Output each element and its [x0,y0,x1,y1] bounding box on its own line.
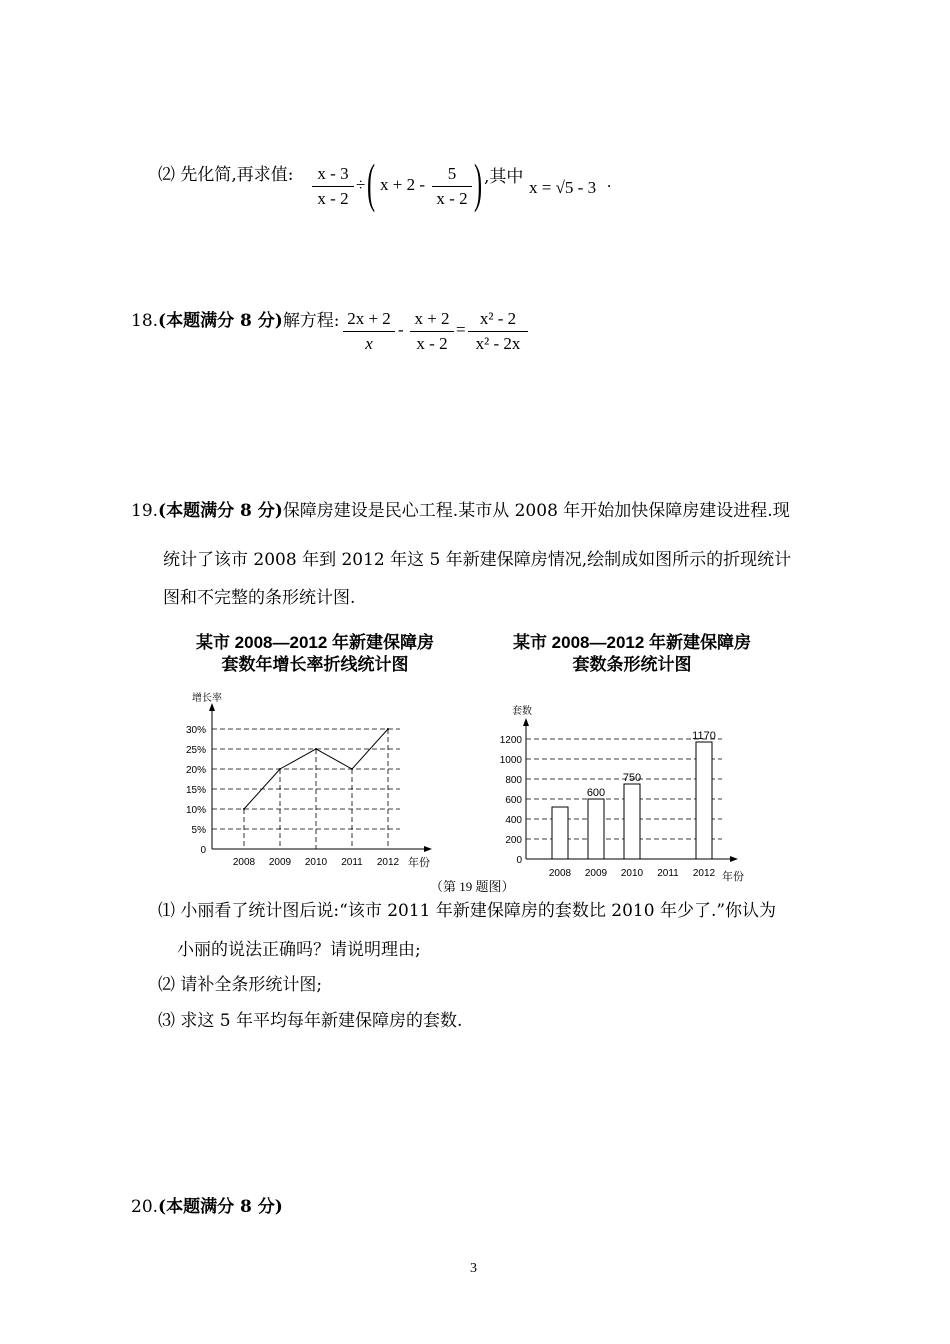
q18-f2-den: x - 2 [416,334,448,353]
line-chart-ytick-label: 20% [185,765,206,776]
q18-f1-den: x [365,334,373,353]
line-chart-ytick-label: 30% [185,725,206,736]
q19-line2: 统计了该市 2008 年到 2012 年这 5 年新建保障房情况,绘制成如图所示的折现统计 [163,550,792,570]
line-chart-ytick-label: 5% [191,825,206,836]
line-chart-xtick-label: 2009 [268,857,292,868]
q18-fraction-1 [343,309,395,354]
bar-chart-ylabel: 套数 [512,706,532,717]
q18-equals: = [456,320,466,339]
line-chart-xlabel: 年份 [408,857,430,869]
line-chart-ylabel: 增长率 [192,693,222,704]
line-chart-title [180,632,450,676]
q17-part2-label: ⑵ 先化简,再求值: [158,165,294,185]
line-chart [170,685,450,875]
q17-frac1-num: x - 3 [317,164,349,183]
q18-minus: - [398,320,404,339]
bar-chart-bar [696,742,712,859]
bar-chart-bar [588,799,604,859]
line-chart-point [243,808,245,810]
bar-chart-title-1: 某市 2008—2012 年新建保障房 [512,633,752,652]
bar-chart-bar [552,807,568,859]
q18-f2-num: x + 2 [414,309,450,328]
q18-f3-den: x² - 2x [475,334,521,353]
bar-chart-ytick-label: 0 [516,855,522,866]
bar-chart-ytick-label: 800 [505,775,522,786]
bar-chart-xtick-label: 2008 [548,868,572,879]
q17-fraction-1 [312,164,354,209]
bar-chart-ytick-label: 1000 [499,755,522,766]
bar-chart-ytick-label: 200 [505,835,522,846]
bar-chart-data-label: 750 [622,772,642,784]
line-chart-ytick-label: 10% [185,805,206,816]
bar-chart [490,700,760,882]
bar-chart-title [492,632,772,676]
bar-chart-y-arrow [523,718,529,726]
q17-right-paren: ) [474,153,483,213]
line-chart-point [279,768,281,770]
line-chart-x-arrow [424,846,432,852]
q19-line1 [131,500,790,522]
bar-chart-xlabel: 年份 [722,871,744,882]
q19-line1-text: 保障房建设是民心工程.某市从 2008 年开始加快保障房建设进程.现 [282,501,790,521]
q17-divide-sign: ÷ [356,175,366,194]
q17-frac2-num: 5 [447,164,457,183]
q18-f1-num: 2x + 2 [347,309,391,328]
page-number: 3 [470,1261,477,1276]
bar-chart-data-label: 600 [586,787,606,799]
bar-chart-ytick-label: 400 [505,815,522,826]
bar-chart-x-arrow [730,856,738,862]
line-chart-point [315,748,317,750]
bar-chart-ytick-label: 1200 [499,735,522,746]
line-chart-xtick-label: 2010 [304,857,328,868]
q17-where: ,其中 [484,167,524,187]
q17-condition: x = √5 - 3 [529,178,597,197]
q19-sub1-line2: 小丽的说法正确吗？请说明理由; [177,940,421,960]
figure-caption: （第 19 题图） [430,879,515,894]
q18-header [131,310,340,332]
bar-chart-xtick-label: 2009 [584,868,608,879]
line-chart-point [387,728,389,730]
q18-points: (本题满分 8 分) [158,311,283,331]
q18-number: 18. [131,311,159,331]
q19-sub3: ⑶ 求这 5 年平均每年新建保障房的套数. [158,1011,463,1031]
q19-number: 19. [131,501,159,521]
q17-frac1-den: x - 2 [317,189,349,208]
line-chart-title-2: 套数年增长率折线统计图 [221,655,409,674]
line-chart-xtick-label: 2012 [376,857,400,868]
q19-sub1-line1: ⑴ 小丽看了统计图后说:“该市 2011 年新建保障房的套数比 2010 年少了.”你认为 [158,901,777,921]
q18-fraction-3 [468,309,528,354]
line-chart-xtick-label: 2008 [232,857,256,868]
q17-end-period: . [607,172,612,191]
bar-chart-bar [624,784,640,859]
line-chart-ytick-label: 15% [185,785,206,796]
q17-paren-term: x + 2 - [380,175,425,194]
q17-left-paren: ( [367,153,376,213]
bar-chart-title-2: 套数条形统计图 [572,655,692,674]
bar-chart-data-label: 1170 [692,730,716,742]
bar-chart-ytick-label: 600 [505,795,522,806]
line-chart-point [351,768,353,770]
q20-number: 20. [131,1197,159,1217]
bar-chart-xtick-label: 2011 [657,868,679,879]
q18-f3-num: x² - 2 [479,309,517,328]
line-chart-y-arrow [209,703,215,711]
q20-points: (本题满分 8 分) [158,1197,283,1217]
q17-fraction-2 [432,164,472,209]
q18-stem: 解方程: [282,311,340,331]
q19-sub2: ⑵ 请补全条形统计图; [158,975,323,995]
q18-fraction-2 [410,309,454,354]
q17-frac2-den: x - 2 [436,189,468,208]
q19-points: (本题满分 8 分) [158,501,283,521]
bar-chart-xtick-label: 2012 [692,868,716,879]
bar-chart-xtick-label: 2010 [620,868,644,879]
q20-header [131,1196,283,1218]
line-chart-xtick-label: 2011 [341,857,363,868]
line-chart-ytick-label: 25% [185,745,206,756]
q19-line3: 图和不完整的条形统计图. [163,588,356,608]
line-chart-ytick-label: 0 [200,845,206,856]
line-chart-title-1: 某市 2008—2012 年新建保障房 [195,633,435,652]
